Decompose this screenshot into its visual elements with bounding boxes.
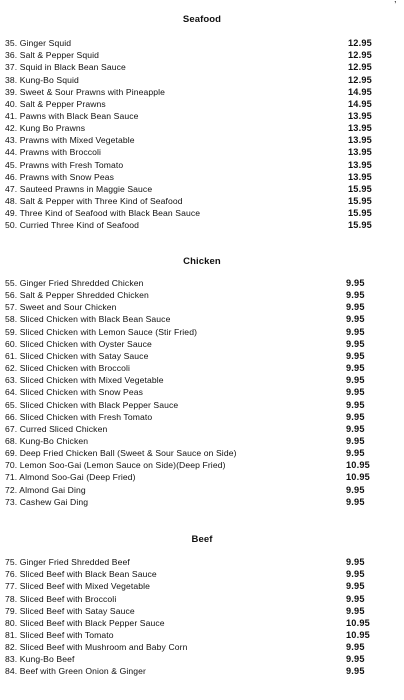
menu-item-price: 9.95 [346, 411, 365, 422]
menu-item-name: 64. Sliced Chicken with Snow Peas [5, 387, 144, 398]
menu-item-name: 78. Sliced Beef with Broccoli [5, 593, 117, 604]
menu-item-row [0, 411, 404, 423]
menu-item-price: 9.95 [346, 654, 365, 665]
menu-item-row [0, 134, 404, 146]
menu-item-price: 9.95 [346, 338, 365, 349]
menu-item-row [0, 338, 404, 350]
menu-item-row [0, 605, 404, 617]
menu-item-name: 70. Lemon Soo-Gai (Lemon Sauce on Side)(Deep Fried) [5, 460, 226, 471]
menu-item-price: 9.95 [346, 593, 365, 604]
menu-item-row [0, 484, 404, 496]
section-title: Seafood [182, 14, 222, 25]
menu-item-name: 71. Almond Soo-Gai (Deep Fried) [5, 472, 136, 483]
menu-item-price: 9.95 [346, 484, 365, 495]
menu-item-price: 10.95 [346, 629, 370, 640]
menu-item-row [0, 289, 404, 301]
menu-item-price: 9.95 [346, 387, 365, 398]
menu-item-row [0, 435, 404, 447]
menu-item-row [0, 629, 404, 641]
menu-item-name: 48. Salt & Pepper with Three Kind of Seafood [5, 196, 183, 206]
menu-item-name: 66. Sliced Chicken with Fresh Tomato [5, 411, 153, 422]
menu-item-name: 47. Sauteed Prawns in Maggie Sauce [5, 183, 153, 194]
section-title: Beef [191, 534, 213, 545]
menu-item-name: 80. Sliced Beef with Black Pepper Sauce [5, 617, 165, 628]
menu-item-name: 63. Sliced Chicken with Mixed Vegetable [5, 375, 164, 386]
menu-item-name: 35. Ginger Squid [5, 38, 72, 48]
menu-item-price: 9.95 [346, 302, 365, 313]
menu-item-name: 62. Sliced Chicken with Broccoli [5, 363, 130, 374]
menu-item-row [0, 362, 404, 374]
menu-item-price: 13.95 [348, 110, 372, 121]
menu-item-row [0, 459, 404, 471]
menu-item-price: 9.95 [346, 399, 365, 410]
menu-item-price: 9.95 [346, 605, 365, 616]
menu-item-row [0, 195, 404, 207]
menu-item-row [0, 159, 404, 171]
menu-item-row [0, 617, 404, 629]
menu-item-name: 41. Pawns with Black Bean Sauce [5, 110, 139, 121]
menu-item-name: 76. Sliced Beef with Black Bean Sauce [5, 569, 157, 580]
menu-item-name: 44. Prawns with Broccoli [5, 147, 102, 158]
menu-item-price: 12.95 [348, 74, 372, 85]
menu-item-name: 50. Curried Three Kind of Seafood [5, 220, 140, 231]
menu-item-row [0, 641, 404, 653]
menu-item-row [0, 556, 404, 568]
menu-item-price: 12.95 [348, 38, 372, 48]
menu-item-price: 9.95 [346, 448, 365, 459]
menu-item-row [0, 122, 404, 134]
menu-item-row [0, 183, 404, 195]
menu-item-row [0, 171, 404, 183]
menu-item-price: 9.95 [346, 666, 365, 677]
menu-item-row [0, 496, 404, 508]
menu-item-row [0, 326, 404, 338]
menu-item-price: 9.95 [346, 423, 365, 434]
menu-item-price: 9.95 [346, 496, 365, 507]
menu-item-row [0, 110, 404, 122]
menu-item-price: 15.95 [348, 183, 372, 194]
menu-item-name: 36. Salt & Pepper Squid [5, 50, 100, 61]
menu-item-row [0, 49, 404, 61]
menu-item-price: 9.95 [346, 350, 365, 361]
menu-item-name: 83. Kung-Bo Beef [5, 654, 75, 665]
menu-item-price: 14.95 [348, 86, 372, 97]
menu-item-name: 46. Prawns with Snow Peas [5, 171, 115, 182]
menu-item-price: 13.95 [348, 159, 372, 170]
menu-item-price: 13.95 [348, 123, 372, 133]
menu-item-price: 15.95 [348, 208, 372, 219]
menu-item-name: 60. Sliced Chicken with Oyster Sauce [5, 338, 152, 349]
menu-item-row [0, 207, 404, 219]
menu-item-price: 9.95 [346, 557, 365, 567]
menu-item-name: 84. Beef with Green Onion & Ginger [5, 666, 146, 677]
menu-item-name: 45. Prawns with Fresh Tomato [5, 159, 124, 170]
menu-item-price: 9.95 [346, 278, 365, 288]
menu-item-price: 14.95 [348, 98, 372, 109]
menu-item-name: 75. Ginger Fried Shredded Beef [5, 557, 130, 567]
menu-item-price: 9.95 [346, 581, 365, 592]
menu-item-name: 61. Sliced Chicken with Satay Sauce [5, 350, 149, 361]
menu-item-price: 9.95 [346, 314, 365, 325]
menu-item-price: 9.95 [346, 375, 365, 386]
menu-item-name: 58. Sliced Chicken with Black Bean Sauce [5, 314, 171, 325]
menu-item-price: 10.95 [346, 472, 370, 483]
menu-item-name: 67. Curred Sliced Chicken [5, 423, 108, 434]
section-title: Chicken [183, 256, 221, 267]
menu-item-name: 68. Kung-Bo Chicken [5, 436, 89, 446]
menu-item-row [0, 568, 404, 580]
menu-item-price: 13.95 [348, 135, 372, 146]
menu-item-name: 73. Cashew Gai Ding [5, 496, 89, 507]
menu-item-name: 57. Sweet and Sour Chicken [5, 302, 117, 313]
menu-item-row [0, 61, 404, 73]
menu-item-row [0, 37, 404, 49]
menu-item-row [0, 471, 404, 483]
menu-item-name: 56. Salt & Pepper Shredded Chicken [5, 290, 149, 301]
menu-item-name: 37. Squid in Black Bean Sauce [5, 62, 126, 73]
menu-item-price: 12.95 [348, 50, 372, 61]
menu-item-row [0, 374, 404, 386]
menu-item-row [0, 74, 404, 86]
menu-item-price: 9.95 [346, 642, 365, 652]
menu-item-price: 13.95 [348, 147, 372, 158]
menu-item-price: 9.95 [346, 290, 365, 301]
top-mark [394, 0, 397, 4]
menu-item-name: 39. Sweet & Sour Prawns with Pineapple [5, 86, 166, 97]
menu-item-price: 9.95 [346, 363, 365, 374]
menu-item-price: 9.95 [346, 326, 365, 337]
menu-item-price: 9.95 [346, 569, 365, 580]
menu-item-price: 12.95 [348, 62, 372, 73]
menu-item-row [0, 219, 404, 231]
menu-item-name: 82. Sliced Beef with Mushroom and Baby Corn [5, 642, 188, 652]
menu-item-row [0, 277, 404, 289]
menu-item-row [0, 447, 404, 459]
menu-item-row [0, 146, 404, 158]
menu-item-row [0, 86, 404, 98]
menu-item-name: 77. Sliced Beef with Mixed Vegetable [5, 581, 151, 592]
menu-item-row [0, 665, 404, 677]
menu-item-name: 40. Salt & Pepper Prawns [5, 98, 106, 109]
menu-item-price: 9.95 [346, 436, 365, 446]
menu-item-name: 69. Deep Fried Chicken Ball (Sweet & Sour Sauce on Side) [5, 448, 237, 459]
menu-item-row [0, 313, 404, 325]
menu-item-row [0, 386, 404, 398]
menu-item-price: 10.95 [346, 617, 370, 628]
menu-item-price: 15.95 [348, 196, 372, 206]
menu-item-name: 55. Ginger Fried Shredded Chicken [5, 278, 144, 288]
menu-item-row [0, 301, 404, 313]
menu-item-name: 81. Sliced Beef with Tomato [5, 629, 114, 640]
menu-item-price: 13.95 [348, 171, 372, 182]
menu-item-row [0, 580, 404, 592]
menu-item-name: 59. Sliced Chicken with Lemon Sauce (Stir Fried) [5, 326, 198, 337]
menu-item-name: 79. Sliced Beef with Satay Sauce [5, 605, 135, 616]
menu-item-row [0, 593, 404, 605]
menu-item-row [0, 350, 404, 362]
menu-item-price: 15.95 [348, 220, 372, 231]
menu-item-row [0, 653, 404, 665]
menu-item-price: 10.95 [346, 460, 370, 471]
menu-item-name: 42. Kung Bo Prawns [5, 123, 86, 133]
menu-item-row [0, 423, 404, 435]
menu-item-name: 49. Three Kind of Seafood with Black Bean Sauce [5, 208, 201, 219]
menu-item-name: 38. Kung-Bo Squid [5, 74, 79, 85]
menu-item-name: 43. Prawns with Mixed Vegetable [5, 135, 135, 146]
menu-item-row [0, 399, 404, 411]
menu-item-name: 65. Sliced Chicken with Black Pepper Sauce [5, 399, 179, 410]
menu-item-row [0, 98, 404, 110]
menu-item-name: 72. Almond Gai Ding [5, 484, 86, 495]
